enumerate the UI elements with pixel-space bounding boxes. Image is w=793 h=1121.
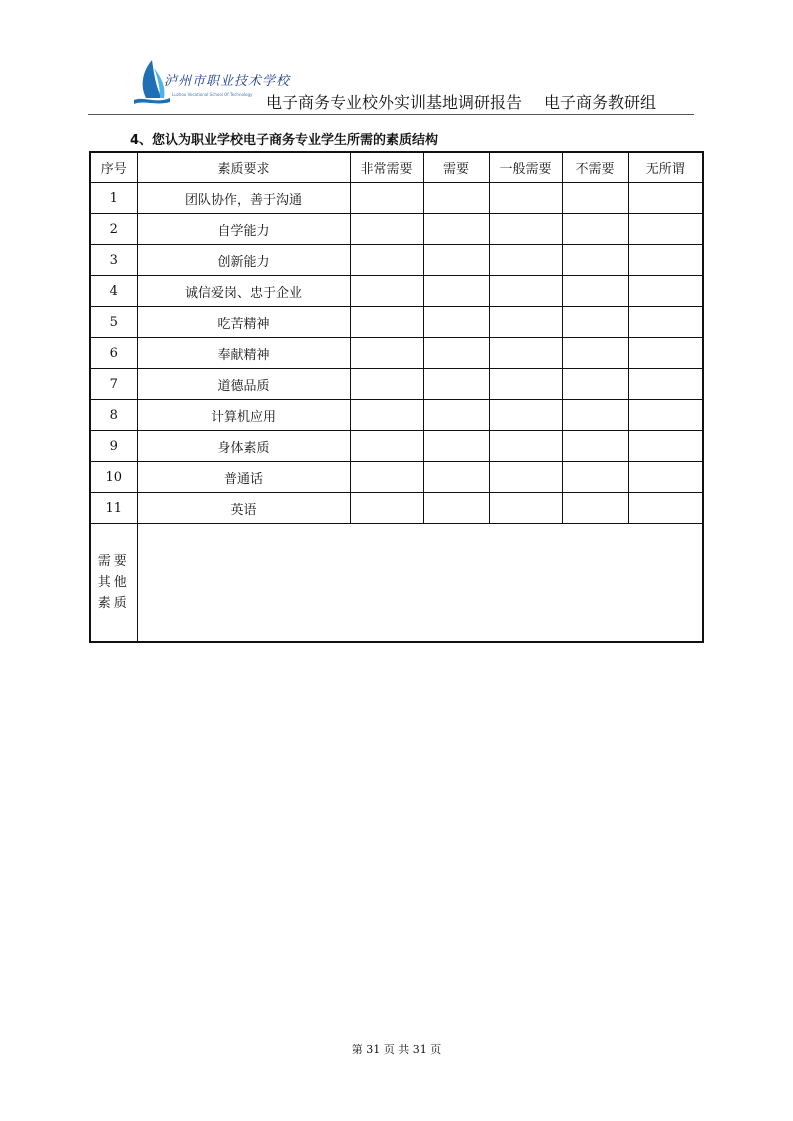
table-row (90, 338, 703, 369)
school-logo (132, 58, 291, 106)
rating-cell-not-needed[interactable] (562, 369, 628, 400)
rating-cell-very-needed[interactable] (350, 276, 423, 307)
header-indifferent: 无所谓 (628, 152, 703, 183)
header-divider (88, 114, 694, 115)
rating-cell-not-needed[interactable] (562, 493, 628, 524)
rating-cell-very-needed[interactable] (350, 307, 423, 338)
rating-cell-moderately-needed[interactable] (489, 307, 562, 338)
row-number: 7 (90, 369, 137, 400)
other-qualities-label: 需要 其他 素质 (90, 524, 137, 643)
quality-survey-table (89, 151, 704, 643)
quality-requirement: 计算机应用 (137, 400, 350, 431)
header-not-needed: 不需要 (562, 152, 628, 183)
rating-cell-very-needed[interactable] (350, 369, 423, 400)
header-requirement: 素质要求 (137, 152, 350, 183)
other-qualities-row (90, 524, 703, 643)
rating-cell-very-needed[interactable] (350, 338, 423, 369)
table-row (90, 214, 703, 245)
rating-cell-indifferent[interactable] (628, 183, 703, 214)
question-title: 4、您认为职业学校电子商务专业学生所需的素质结构 (130, 133, 439, 148)
page-header (88, 52, 694, 116)
rating-cell-not-needed[interactable] (562, 431, 628, 462)
rating-cell-needed[interactable] (423, 431, 489, 462)
header-very-needed: 非常需要 (350, 152, 423, 183)
rating-cell-very-needed[interactable] (350, 183, 423, 214)
quality-requirement: 道德品质 (137, 369, 350, 400)
rating-cell-moderately-needed[interactable] (489, 276, 562, 307)
school-name-logo-text: 泸州市职业技术学校 (164, 74, 291, 89)
rating-cell-needed[interactable] (423, 245, 489, 276)
rating-cell-moderately-needed[interactable] (489, 183, 562, 214)
rating-cell-needed[interactable] (423, 214, 489, 245)
department-name: 电子商务教研组 (544, 93, 657, 112)
row-number: 8 (90, 400, 137, 431)
header-moderately-needed: 一般需要 (489, 152, 562, 183)
rating-cell-not-needed[interactable] (562, 183, 628, 214)
report-title: 电子商务专业校外实训基地调研报告 (266, 93, 523, 112)
row-number: 9 (90, 431, 137, 462)
rating-cell-moderately-needed[interactable] (489, 338, 562, 369)
table-row (90, 462, 703, 493)
rating-cell-moderately-needed[interactable] (489, 431, 562, 462)
table-row (90, 431, 703, 462)
rating-cell-needed[interactable] (423, 493, 489, 524)
table-row (90, 369, 703, 400)
quality-requirement: 诚信爱岗、忠于企业 (137, 276, 350, 307)
row-number: 5 (90, 307, 137, 338)
header-number: 序号 (90, 152, 137, 183)
table-row (90, 245, 703, 276)
page-number: 第 31 页 共 31 页 (351, 1043, 442, 1056)
rating-cell-needed[interactable] (423, 338, 489, 369)
rating-cell-needed[interactable] (423, 400, 489, 431)
rating-cell-indifferent[interactable] (628, 307, 703, 338)
rating-cell-moderately-needed[interactable] (489, 245, 562, 276)
rating-cell-needed[interactable] (423, 183, 489, 214)
rating-cell-moderately-needed[interactable] (489, 493, 562, 524)
rating-cell-indifferent[interactable] (628, 338, 703, 369)
rating-cell-very-needed[interactable] (350, 493, 423, 524)
school-name-english: Luzhou Vocational School Of Technology (172, 92, 253, 97)
rating-cell-very-needed[interactable] (350, 245, 423, 276)
rating-cell-not-needed[interactable] (562, 400, 628, 431)
rating-cell-indifferent[interactable] (628, 431, 703, 462)
table-row (90, 493, 703, 524)
rating-cell-not-needed[interactable] (562, 245, 628, 276)
quality-requirement: 创新能力 (137, 245, 350, 276)
rating-cell-indifferent[interactable] (628, 245, 703, 276)
row-number: 11 (90, 493, 137, 524)
table-header-row (90, 152, 703, 183)
rating-cell-indifferent[interactable] (628, 214, 703, 245)
rating-cell-indifferent[interactable] (628, 400, 703, 431)
quality-requirement: 身体素质 (137, 431, 350, 462)
quality-requirement: 团队协作，善于沟通 (137, 183, 350, 214)
rating-cell-indifferent[interactable] (628, 493, 703, 524)
row-number: 2 (90, 214, 137, 245)
rating-cell-needed[interactable] (423, 369, 489, 400)
table-row (90, 276, 703, 307)
row-number: 3 (90, 245, 137, 276)
rating-cell-not-needed[interactable] (562, 276, 628, 307)
rating-cell-moderately-needed[interactable] (489, 369, 562, 400)
quality-requirement: 吃苦精神 (137, 307, 350, 338)
other-qualities-field[interactable] (137, 524, 703, 643)
row-number: 1 (90, 183, 137, 214)
rating-cell-needed[interactable] (423, 276, 489, 307)
rating-cell-very-needed[interactable] (350, 431, 423, 462)
row-number: 10 (90, 462, 137, 493)
table-row (90, 400, 703, 431)
quality-requirement: 自学能力 (137, 214, 350, 245)
rating-cell-indifferent[interactable] (628, 369, 703, 400)
rating-cell-needed[interactable] (423, 307, 489, 338)
row-number: 6 (90, 338, 137, 369)
rating-cell-moderately-needed[interactable] (489, 214, 562, 245)
table-row (90, 183, 703, 214)
rating-cell-indifferent[interactable] (628, 276, 703, 307)
quality-requirement: 英语 (137, 493, 350, 524)
quality-requirement: 奉献精神 (137, 338, 350, 369)
rating-cell-moderately-needed[interactable] (489, 400, 562, 431)
table-row (90, 307, 703, 338)
rating-cell-not-needed[interactable] (562, 214, 628, 245)
rating-cell-not-needed[interactable] (562, 462, 628, 493)
row-number: 4 (90, 276, 137, 307)
rating-cell-indifferent[interactable] (628, 462, 703, 493)
rating-cell-very-needed[interactable] (350, 214, 423, 245)
rating-cell-needed[interactable] (423, 462, 489, 493)
rating-cell-moderately-needed[interactable] (489, 462, 562, 493)
rating-cell-not-needed[interactable] (562, 338, 628, 369)
rating-cell-not-needed[interactable] (562, 307, 628, 338)
header-needed: 需要 (423, 152, 489, 183)
quality-requirement: 普通话 (137, 462, 350, 493)
rating-cell-very-needed[interactable] (350, 400, 423, 431)
rating-cell-very-needed[interactable] (350, 462, 423, 493)
